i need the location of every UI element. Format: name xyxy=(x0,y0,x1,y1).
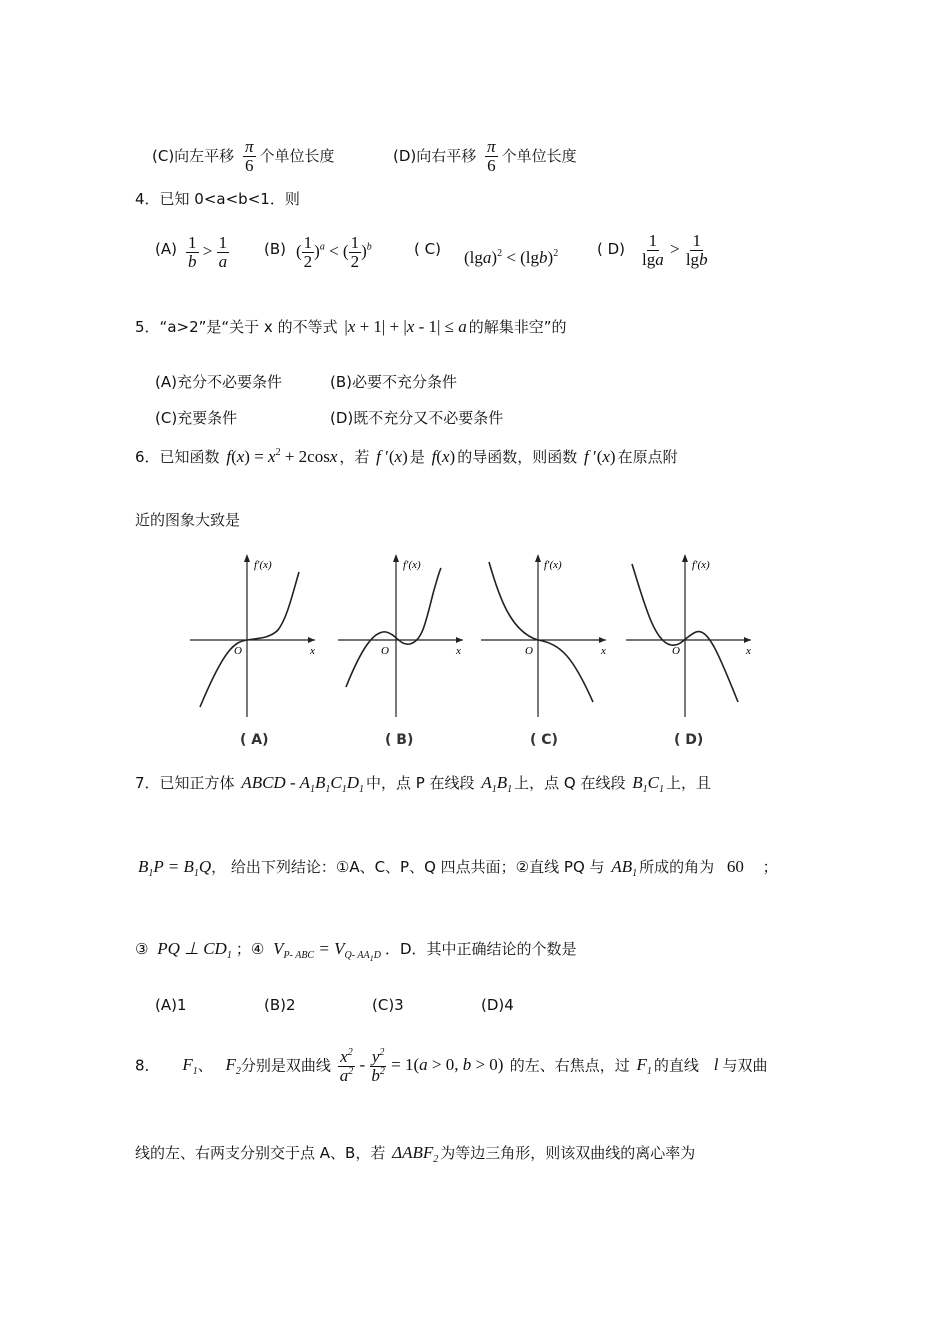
q7-option-a: (A)1 xyxy=(155,996,187,1014)
q8-stem: 8． $F_1$、 $F_2$分别是双曲线 $\frac{x^2}{a^2}$ - $\frac{y^2}{b^2}$ = 1(a > 0, b > 0) 的左、右焦点，过 $F_1$ 的直线 l 与双曲 xyxy=(135,1047,768,1085)
q5-option-c: (C)充要条件 xyxy=(155,409,238,427)
q7-line3: ③ PQ ⊥ $CD_1$ ；④ $V_{P- ABC} = V_{Q- AA_1D}$ ．D．其中正确结论的个数是 xyxy=(135,939,577,963)
q4-option-b-math: ( $\frac{1}{2}$ )$^a$ < ( $\frac{1}{2}$ )$^b$ xyxy=(296,233,372,271)
q4-option-a-math: $\frac{1}{b}$ > $\frac{1}{a}$ xyxy=(188,233,228,271)
q4-option-d-label: ( D) xyxy=(597,240,626,258)
q7-line2: $B_1P = B_1Q$， 给出下列结论：①A、C、P、Q 四点共面；②直线 PQ 与 $AB_1$ 所成的角为 60 ； xyxy=(138,857,778,879)
svg-text:f′(x): f′(x) xyxy=(254,559,272,571)
graph-c-label: ( C) xyxy=(530,732,558,748)
svg-text:O: O xyxy=(525,645,533,657)
svg-text:O: O xyxy=(672,645,680,657)
inequality-math: |x + 1| + |x - 1| ≤ a xyxy=(344,317,467,336)
q3-option-d: (D)向右平移 $\frac{\pi}{6}$ 个单位长度 xyxy=(393,137,577,175)
svg-text:x: x xyxy=(601,645,606,657)
svg-text:O: O xyxy=(381,645,389,657)
graph-d xyxy=(626,552,756,721)
q6-stem-line2: 近的图象大致是 xyxy=(135,511,241,529)
q3-option-c: (C)向左平移 $\frac{\pi}{6}$ 个单位长度 xyxy=(152,137,335,175)
q7-option-b: (B)2 xyxy=(264,996,296,1014)
q5-option-d: (D)既不充分又不必要条件 xyxy=(330,409,504,427)
q4-option-a-label: (A) xyxy=(155,240,177,258)
graph-b xyxy=(338,552,468,721)
q4-option-b-label: (B) xyxy=(264,240,286,258)
q7-stem: 7．已知正方体 ABCD - $A_1B_1C_1D_1$ 中，点 P 在线段 $A_1B_1$ 上，点 Q 在线段 $B_1C_1$ 上，且 xyxy=(135,773,711,795)
svg-text:x: x xyxy=(456,645,461,657)
q4-option-c-math: $(\lg a)^2 < (\lg b)^2$ xyxy=(464,248,559,267)
svg-text:x: x xyxy=(746,645,751,657)
q7-option-d: (D)4 xyxy=(481,996,514,1014)
q8-line2: 线的左、右两支分别交于点 A、B，若 $\Delta ABF_2$ 为等边三角形，则该双曲线的离心率为 xyxy=(135,1143,696,1165)
pi-over-6-fraction: $\frac{\pi}{6}$ xyxy=(487,137,496,175)
q7-option-c: (C)3 xyxy=(372,996,404,1014)
graph-c xyxy=(481,552,611,721)
svg-text:O: O xyxy=(234,645,242,657)
graph-d-label: ( D) xyxy=(674,732,704,748)
pi-over-6-fraction: $\frac{\pi}{6}$ xyxy=(244,137,254,175)
q4-option-c-label: ( C) xyxy=(414,240,441,258)
q6-stem: 6．已知函数 $f(x) = x^2 + 2\cos x$ ，若 f ′(x) 是 f(x) 的导函数，则函数 f ′(x) 在原点附 xyxy=(135,447,678,466)
svg-text:x: x xyxy=(310,645,315,657)
q4-option-d-math: $\frac{1}{\lg a}$ > $\frac{1}{\lg b}$ xyxy=(642,231,708,269)
graph-b-label: ( B) xyxy=(385,732,414,748)
svg-text:f′(x): f′(x) xyxy=(692,559,710,571)
q4-stem: 4．已知 0<a<b<1．则 xyxy=(135,190,300,208)
q5-option-b: (B)必要不充分条件 xyxy=(330,373,457,391)
graph-a-label: ( A) xyxy=(240,732,269,748)
q5-option-a: (A)充分不必要条件 xyxy=(155,373,282,391)
svg-text:f′(x): f′(x) xyxy=(403,559,421,571)
svg-text:f′(x): f′(x) xyxy=(544,559,562,571)
graph-a xyxy=(190,552,320,721)
q5-stem: 5．“a>2”是“关于 x 的不等式 |x + 1| + |x - 1| ≤ a 的解集非空”的 xyxy=(135,317,567,336)
